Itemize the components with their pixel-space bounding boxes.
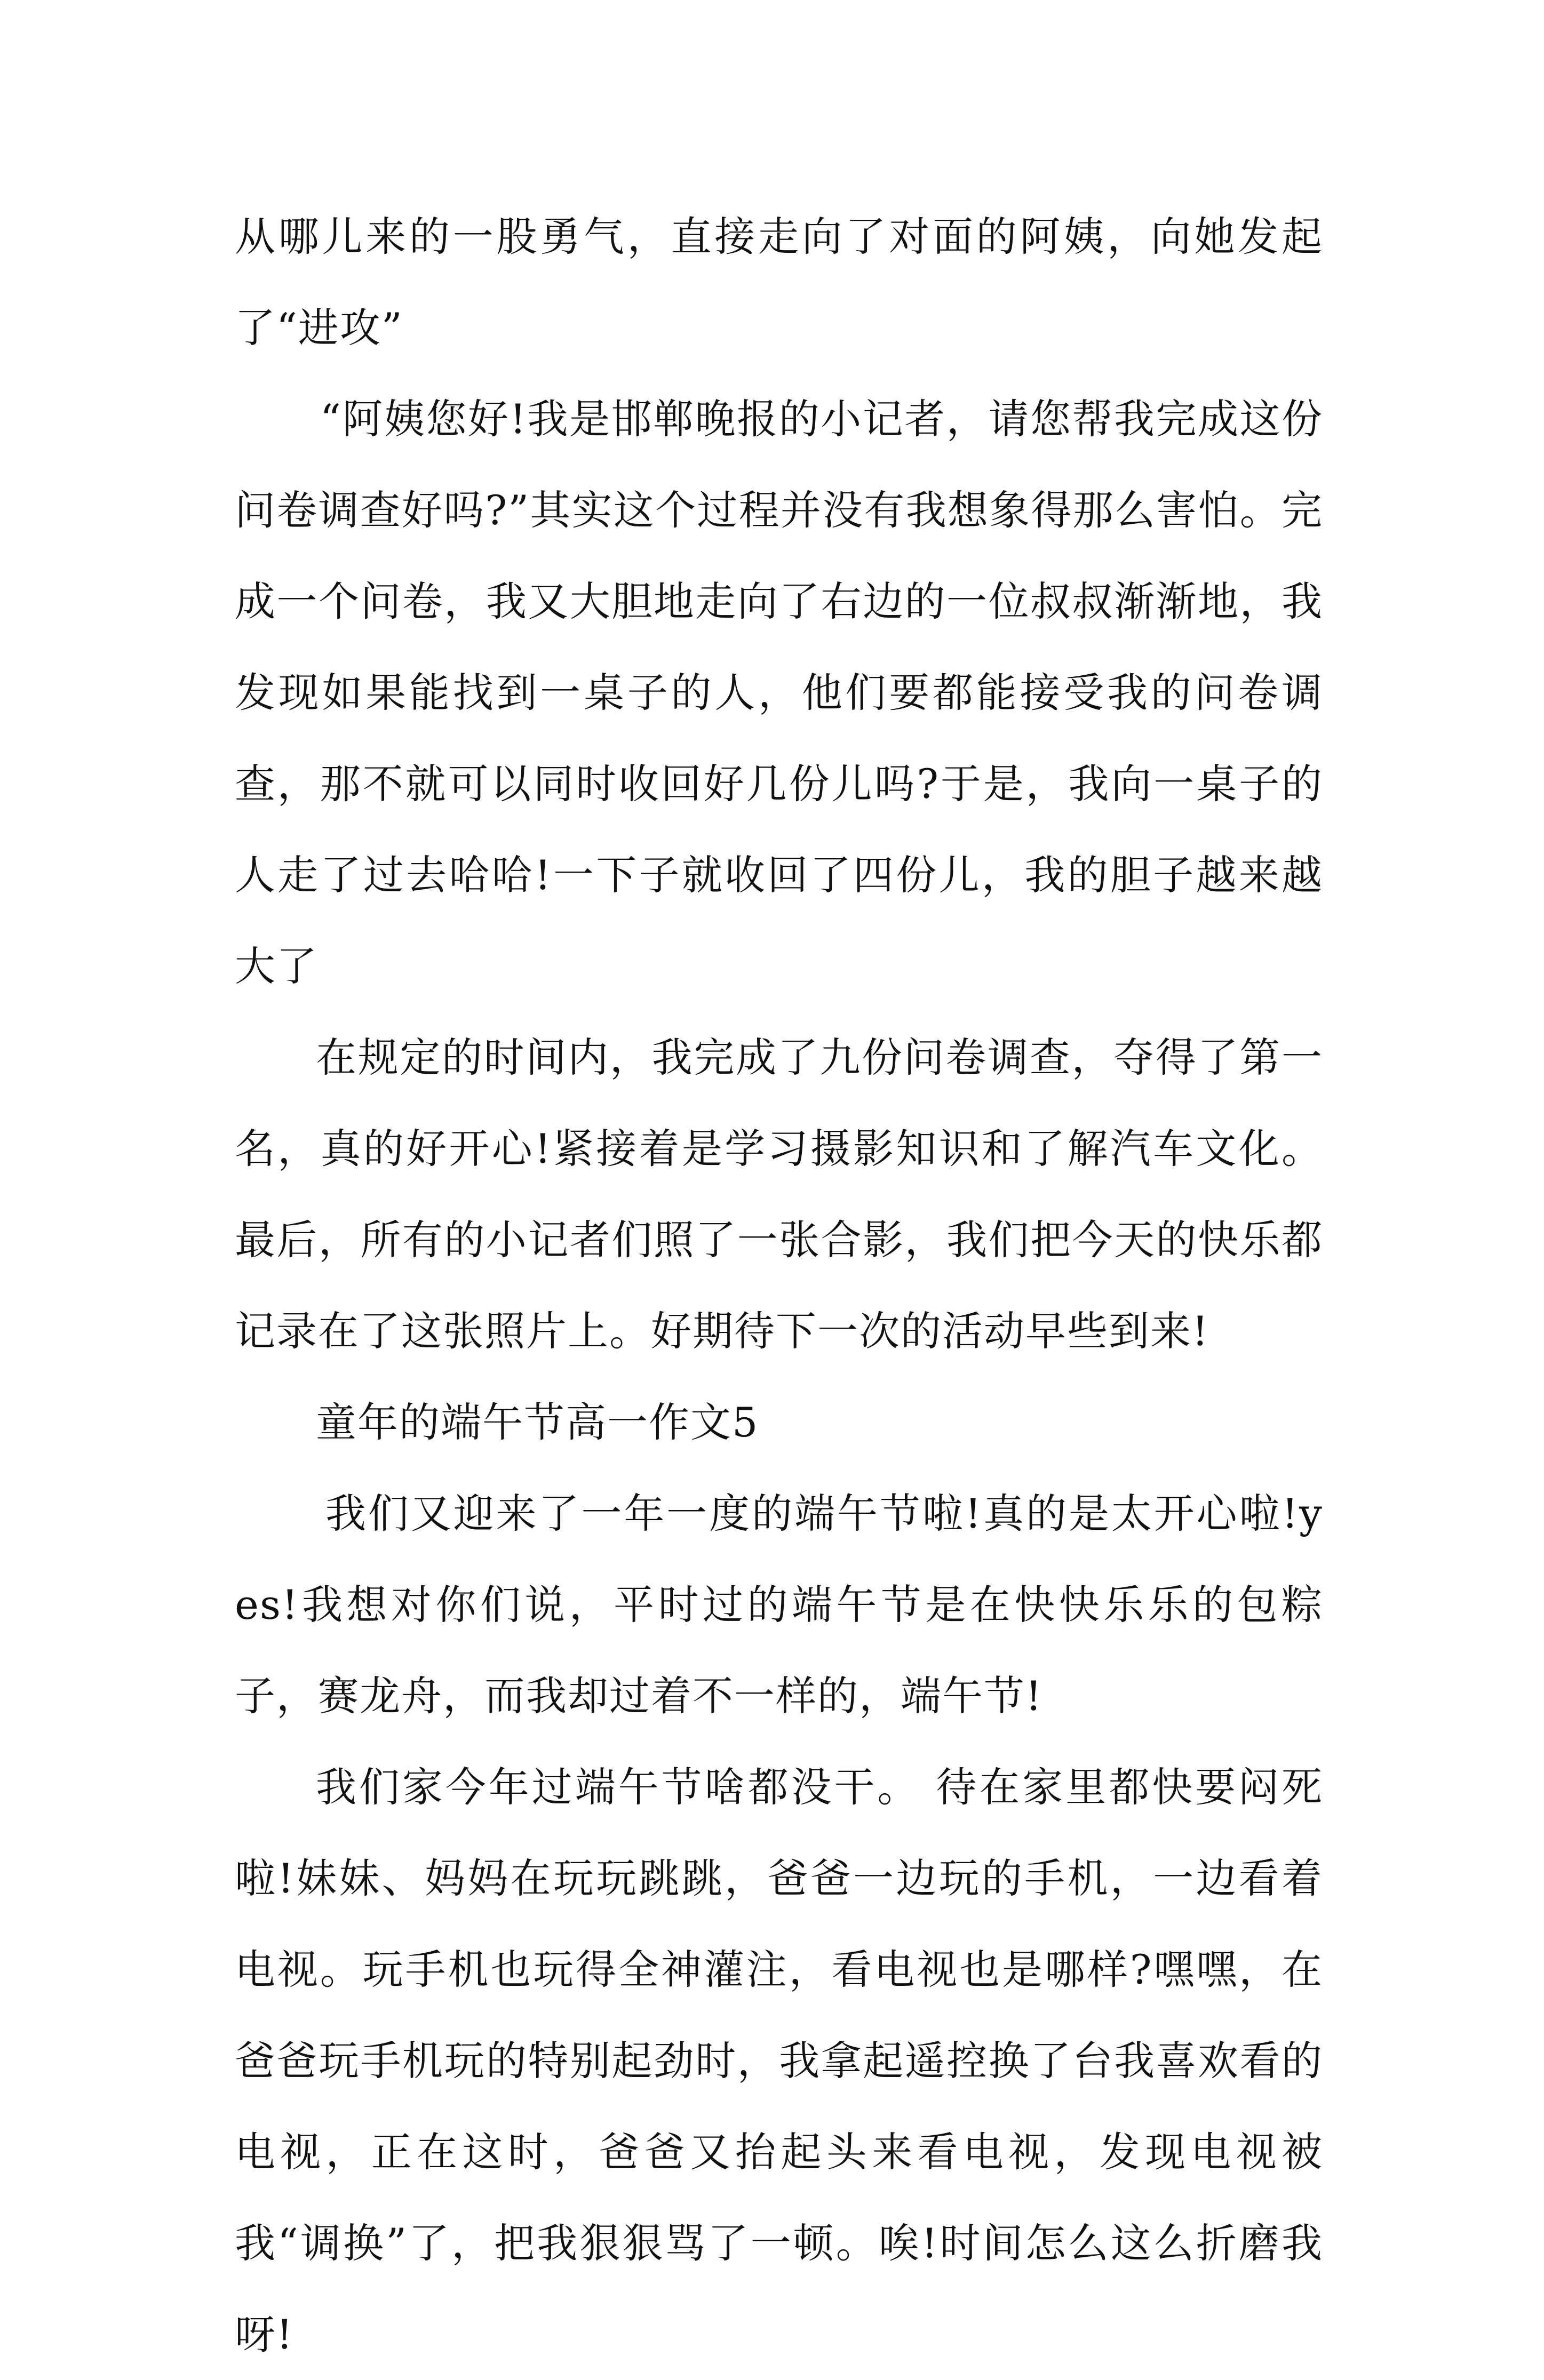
paragraph-festival-intro: 我们又迎来了一年一度的端午节啦!真的是太开心啦!yes!我想对你们说，平时过的端午节是在快快乐乐的包粽子，赛龙舟，而我却过着不一样的，端午节!: [235, 1490, 1323, 1720]
paragraph-family: 我们家今年过端午节啥都没干。 待在家里都快要闷死啦!妹妹、妈妈在玩玩跳跳，爸爸一边玩的手机，一边看着电视。玩手机也玩得全神灌注，看电视也是哪样?嘿嘿，在爸爸玩手机玩的特别起劲时，我拿起遥控换了台我喜欢看的电视，正在这时，爸爸又抬起头来看电视，发现电视被我“调换”了，把我狠狠骂了一顿。唉!时间怎么这么折磨我呀!: [235, 1763, 1323, 2358]
document-body: [235, 191, 1323, 2380]
paragraph-interview: “阿姨您好!我是邯郸晚报的小记者，请您帮我完成这份问卷调查好吗?”其实这个过程并没有我想象得那么害怕。完成一个问卷，我又大胆地走向了右边的一位叔叔渐渐地，我发现如果能找到一桌子的人，他们要都能接受我的问卷调查，那不就可以同时收回好几份儿吗?于是，我向一桌子的人走了过去哈哈!一下子就收回了四份儿，我的胆子越来越大了: [235, 395, 1323, 990]
paragraph-continuation: 从哪儿来的一股勇气，直接走向了对面的阿姨，向她发起了“进攻”: [235, 213, 1323, 352]
section-heading: 童年的端午节高一作文5: [316, 1399, 759, 1446]
paragraph-result: 在规定的时间内，我完成了九份问卷调查，夺得了第一名，真的好开心!紧接着是学习摄影知识和了解汽车文化。最后，所有的小记者们照了一张合影，我们把今天的快乐都记录在了这张照片上。好期待下一次的活动早些到来!: [235, 1034, 1323, 1355]
